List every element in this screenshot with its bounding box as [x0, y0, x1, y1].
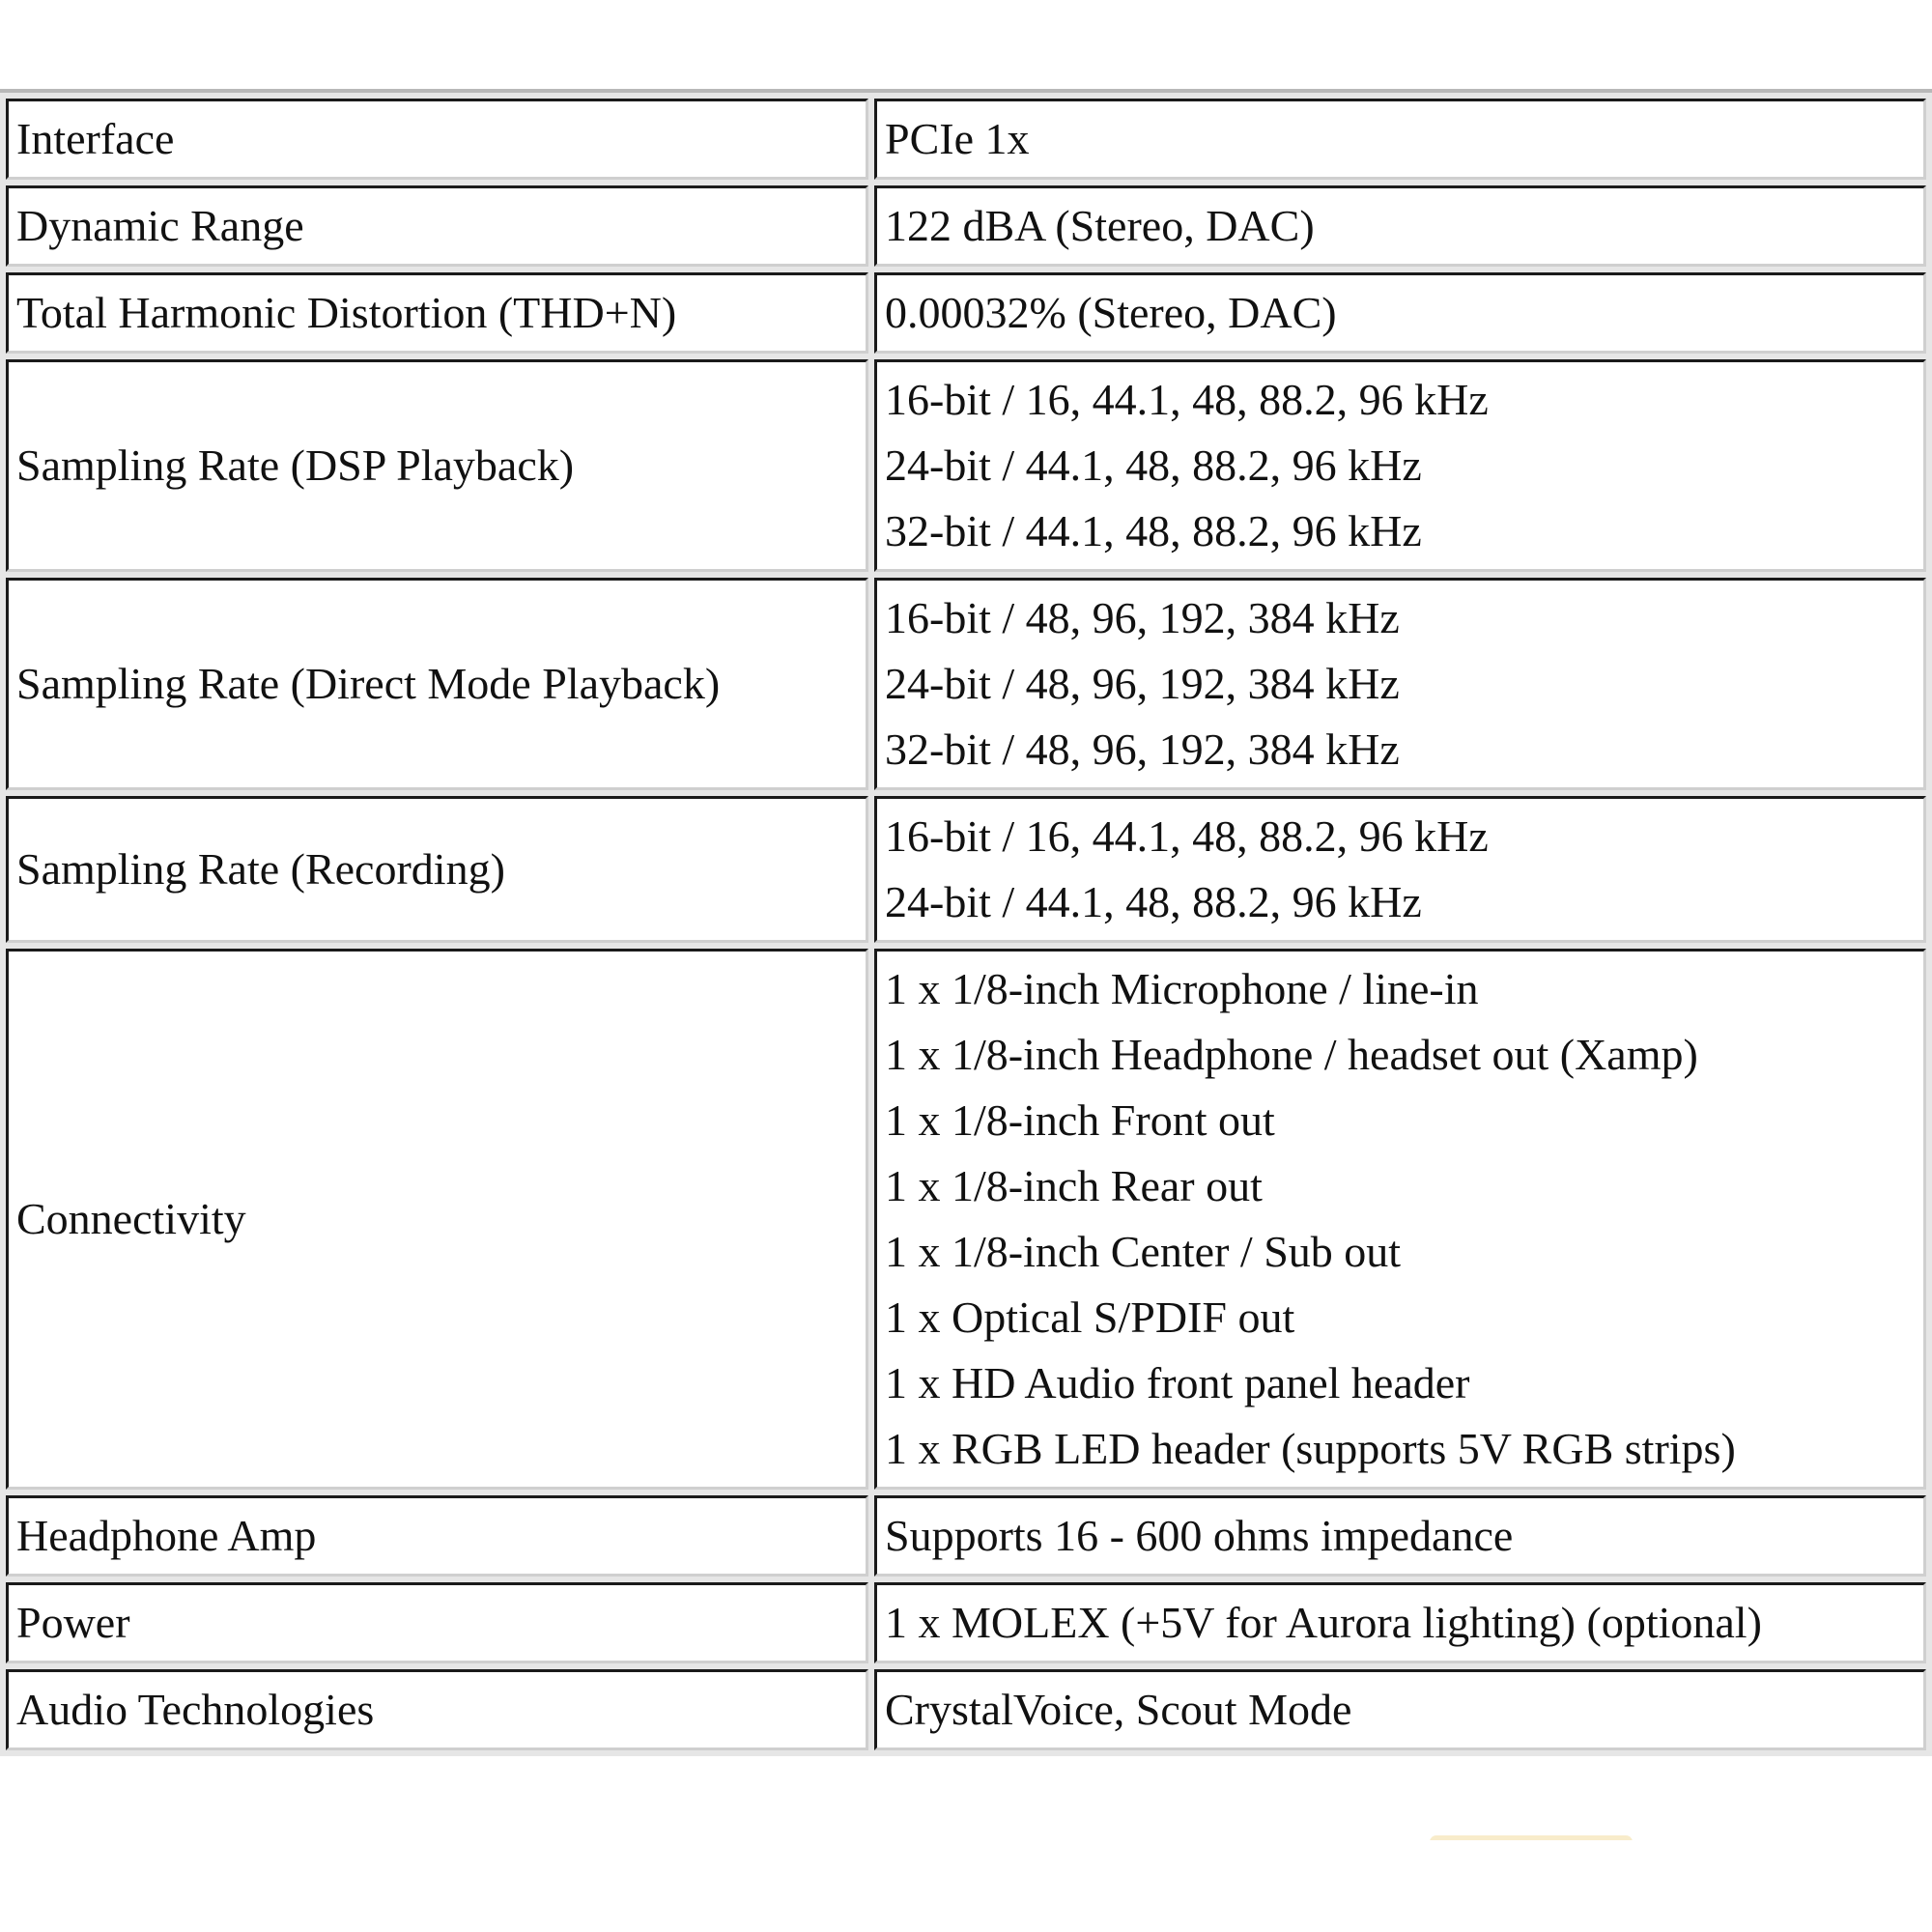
spec-value — [874, 272, 1926, 354]
spec-value-line: 16-bit / 16, 44.1, 48, 88.2, 96 kHz — [885, 811, 1489, 861]
spec-value — [874, 185, 1926, 267]
spec-value-line: 24-bit / 48, 96, 192, 384 kHz — [885, 659, 1400, 708]
spec-value-line: Supports 16 - 600 ohms impedance — [885, 1511, 1514, 1560]
spec-row — [6, 949, 1926, 1490]
spec-value-line: 0.00032% (Stereo, DAC) — [885, 288, 1337, 337]
spec-value-line: 1 x RGB LED header (supports 5V RGB strips) — [885, 1424, 1736, 1473]
spec-row — [6, 796, 1926, 943]
spec-value — [874, 1495, 1926, 1577]
spec-value-line: CrystalVoice, Scout Mode — [885, 1685, 1352, 1734]
spec-label: Dynamic Range — [6, 185, 868, 267]
spec-value-line: 1 x 1/8-inch Rear out — [885, 1161, 1263, 1210]
spec-value — [874, 1582, 1926, 1663]
spec-row — [6, 578, 1926, 790]
spec-label: Connectivity — [6, 949, 868, 1490]
spec-value — [874, 796, 1926, 943]
spec-value — [874, 578, 1926, 790]
spec-label: Sampling Rate (Recording) — [6, 796, 868, 943]
page-bottom-margin — [0, 1840, 1932, 1932]
spec-value-line: 16-bit / 16, 44.1, 48, 88.2, 96 kHz — [885, 375, 1489, 424]
spec-value — [874, 99, 1926, 180]
spec-label: Sampling Rate (DSP Playback) — [6, 359, 868, 572]
spec-row — [6, 272, 1926, 354]
spec-row — [6, 359, 1926, 572]
spec-label: Power — [6, 1582, 868, 1663]
spec-value-line: 1 x HD Audio front panel header — [885, 1358, 1470, 1407]
spec-value-line: 16-bit / 48, 96, 192, 384 kHz — [885, 593, 1400, 642]
spec-table-body — [6, 99, 1926, 1750]
spec-value-line: 1 x 1/8-inch Center / Sub out — [885, 1227, 1402, 1276]
spec-value-line: 24-bit / 44.1, 48, 88.2, 96 kHz — [885, 440, 1422, 490]
spec-value-line: PCIe 1x — [885, 114, 1030, 163]
spec-row — [6, 99, 1926, 180]
spec-label: Sampling Rate (Direct Mode Playback) — [6, 578, 868, 790]
spec-value-line: 1 x MOLEX (+5V for Aurora lighting) (optional) — [885, 1598, 1762, 1647]
spec-value-line: 24-bit / 44.1, 48, 88.2, 96 kHz — [885, 877, 1422, 926]
spec-label: Headphone Amp — [6, 1495, 868, 1577]
spec-row — [6, 1669, 1926, 1750]
spec-row — [6, 1582, 1926, 1663]
spec-label: Interface — [6, 99, 868, 180]
spec-value — [874, 1669, 1926, 1750]
spec-row — [6, 1495, 1926, 1577]
spec-value-line: 32-bit / 44.1, 48, 88.2, 96 kHz — [885, 506, 1422, 555]
spec-value-line: 1 x Optical S/PDIF out — [885, 1293, 1295, 1342]
spec-table — [0, 89, 1932, 1756]
spec-row — [6, 185, 1926, 267]
spec-value-line: 1 x 1/8-inch Headphone / headset out (Xamp) — [885, 1030, 1698, 1079]
spec-value-line: 1 x 1/8-inch Microphone / line-in — [885, 964, 1479, 1013]
spec-value — [874, 359, 1926, 572]
spec-value-line: 1 x 1/8-inch Front out — [885, 1095, 1275, 1145]
spec-label: Total Harmonic Distortion (THD+N) — [6, 272, 868, 354]
spec-label: Audio Technologies — [6, 1669, 868, 1750]
spec-value-line: 122 dBA (Stereo, DAC) — [885, 201, 1315, 250]
spec-value — [874, 949, 1926, 1490]
spec-value-line: 32-bit / 48, 96, 192, 384 kHz — [885, 724, 1400, 774]
